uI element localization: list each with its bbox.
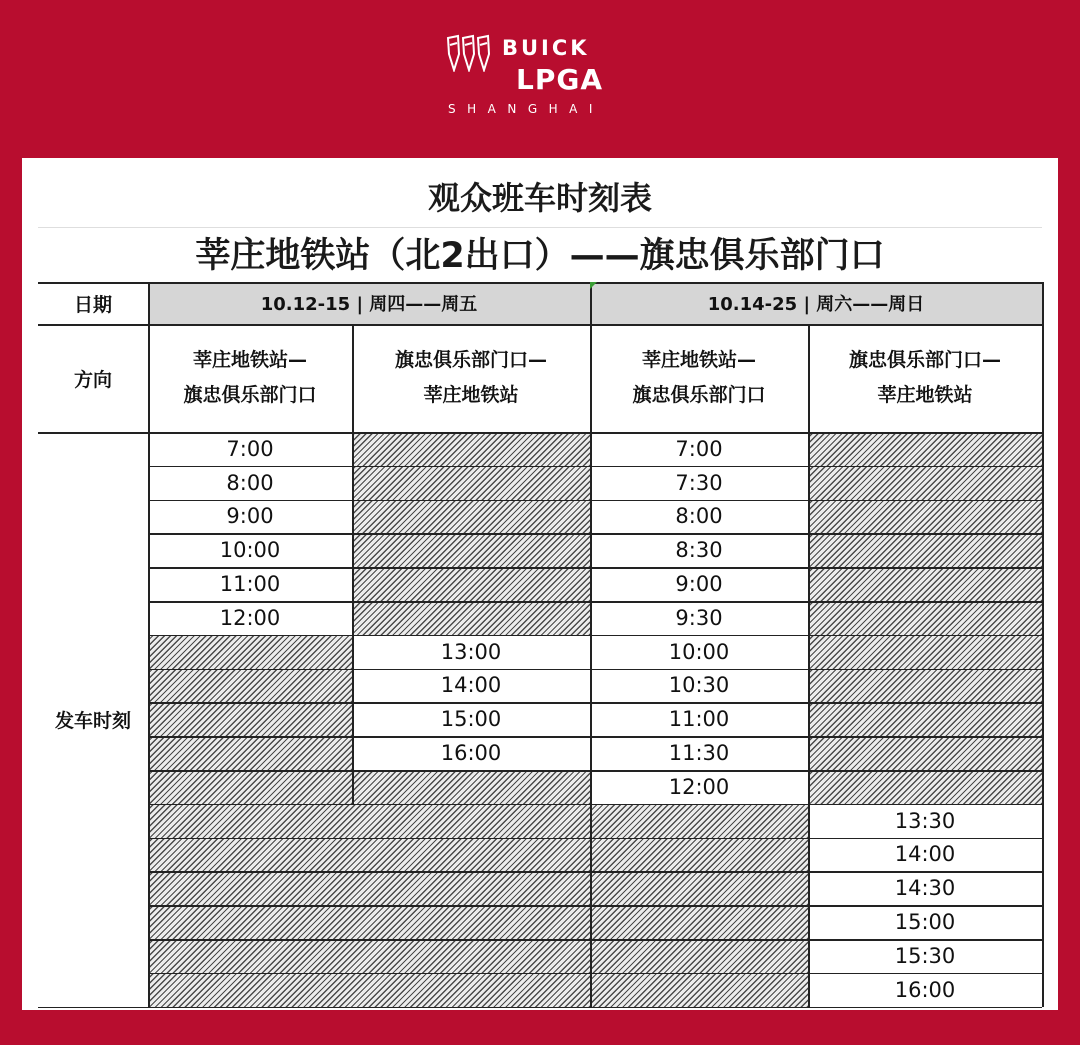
- no-service-cell: [809, 433, 1042, 466]
- departure-time: 13:30: [894, 808, 956, 833]
- departure-time: 12:00: [219, 605, 281, 630]
- departure-time: 11:00: [219, 572, 281, 597]
- grid-line: [38, 282, 1042, 284]
- grid-line: [352, 324, 354, 804]
- no-service-cell: [149, 906, 590, 939]
- no-service-cell: [353, 602, 590, 635]
- no-service-cell: [149, 636, 352, 669]
- departure-time: 12:00: [668, 774, 730, 799]
- direction-to: 莘庄地铁站: [877, 384, 973, 406]
- brand-buick: BUICK: [502, 36, 590, 60]
- grid-line: [148, 736, 1042, 738]
- no-service-cell: [591, 872, 808, 905]
- no-service-cell: [591, 974, 808, 1007]
- no-service-cell: [809, 534, 1042, 567]
- departure-time: 8:00: [226, 470, 274, 495]
- grid-line: [148, 533, 1042, 535]
- no-service-cell: [353, 568, 590, 601]
- no-service-cell: [353, 433, 590, 466]
- no-service-cell: [149, 805, 590, 838]
- departure-time: 9:30: [675, 605, 723, 630]
- grid-line: [148, 500, 1042, 502]
- header-logo: [0, 0, 1080, 150]
- no-service-cell: [353, 534, 590, 567]
- page-title: 观众班车时刻表: [427, 179, 652, 217]
- grid-line: [148, 871, 1042, 873]
- departure-time: 14:30: [894, 876, 956, 901]
- no-service-cell: [149, 974, 590, 1007]
- direction-header: [352, 324, 590, 432]
- no-service-cell: [809, 636, 1042, 669]
- departure-time: 7:00: [675, 436, 723, 461]
- departure-time: 9:00: [675, 572, 723, 597]
- grid-line: [148, 905, 1042, 907]
- grid-line: [148, 804, 1042, 806]
- departure-time: 15:00: [440, 707, 502, 732]
- departure-time: 16:00: [440, 741, 502, 766]
- no-service-cell: [149, 703, 352, 736]
- date-range-label: 10.12-15 | 周四——周五: [260, 294, 478, 315]
- departure-time: 10:00: [219, 538, 281, 563]
- grid-line: [148, 466, 1042, 468]
- schedule-panel: [22, 158, 1058, 1010]
- direction-to: 旗忠俱乐部门口: [632, 384, 766, 406]
- route-title: 莘庄地铁站（北2出口）——旗忠俱乐部门口: [195, 236, 885, 276]
- no-service-cell: [149, 839, 590, 872]
- no-service-cell: [809, 737, 1042, 770]
- no-service-cell: [353, 771, 590, 804]
- grid-line: [148, 973, 1042, 975]
- no-service-cell: [809, 501, 1042, 534]
- no-service-cell: [149, 771, 352, 804]
- departure-time: 7:30: [675, 470, 723, 495]
- corner-marker: [590, 282, 597, 289]
- date-range-label: 10.14-25 | 周六——周日: [707, 294, 925, 315]
- grid-line: [1042, 282, 1044, 1007]
- no-service-cell: [809, 670, 1042, 703]
- departure-time: 15:00: [894, 910, 956, 935]
- no-service-cell: [149, 670, 352, 703]
- no-service-cell: [353, 467, 590, 500]
- grid-line: [148, 635, 1042, 637]
- grid-line: [148, 282, 150, 1007]
- no-service-cell: [809, 771, 1042, 804]
- title-divider: [38, 227, 1042, 228]
- direction-to: 莘庄地铁站: [423, 384, 519, 406]
- departure-time: 16:00: [894, 977, 956, 1002]
- no-service-cell: [149, 737, 352, 770]
- grid-line: [38, 432, 1042, 434]
- grid-line: [148, 770, 1042, 772]
- label-date: 日期: [73, 293, 112, 316]
- departure-time: 8:30: [675, 538, 723, 563]
- departure-time: 7:00: [226, 436, 274, 461]
- no-service-cell: [809, 602, 1042, 635]
- departure-time: 15:30: [894, 943, 956, 968]
- grid-line: [148, 702, 1042, 704]
- direction-header: [590, 324, 808, 432]
- grid-line: [148, 939, 1042, 941]
- departure-time: 8:00: [675, 504, 723, 529]
- grid-line: [590, 282, 592, 1007]
- direction-to: 旗忠俱乐部门口: [183, 384, 317, 406]
- departure-time: 11:00: [668, 707, 730, 732]
- departure-time: 14:00: [440, 673, 502, 698]
- no-service-cell: [591, 805, 808, 838]
- no-service-cell: [591, 940, 808, 973]
- no-service-cell: [591, 839, 808, 872]
- departure-time: 11:30: [668, 741, 730, 766]
- departure-time: 14:00: [894, 842, 956, 867]
- no-service-cell: [591, 906, 808, 939]
- direction-header: [148, 324, 352, 432]
- direction-from: 旗忠俱乐部门口—: [394, 349, 547, 371]
- direction-header: [808, 324, 1042, 432]
- no-service-cell: [809, 703, 1042, 736]
- departure-time: 10:30: [668, 673, 730, 698]
- departure-time: 10:00: [668, 639, 730, 664]
- no-service-cell: [149, 940, 590, 973]
- brand-city: SHANGHAI: [448, 102, 604, 116]
- grid-line: [148, 669, 1042, 671]
- departure-time: 9:00: [226, 504, 274, 529]
- departure-time: 13:00: [440, 639, 502, 664]
- no-service-cell: [353, 501, 590, 534]
- direction-from: 莘庄地铁站—: [641, 349, 756, 371]
- no-service-cell: [809, 467, 1042, 500]
- no-service-cell: [809, 568, 1042, 601]
- grid-line: [148, 567, 1042, 569]
- grid-line: [148, 838, 1042, 840]
- direction-from: 莘庄地铁站—: [192, 349, 307, 371]
- brand-lpga: LPGA: [516, 63, 604, 96]
- grid-line: [148, 601, 1042, 603]
- no-service-cell: [149, 872, 590, 905]
- buick-tri-shield-icon: [446, 32, 492, 72]
- label-direction: 方向: [73, 368, 112, 391]
- label-departures: 发车时刻: [54, 709, 131, 732]
- grid-line: [38, 1007, 1042, 1009]
- direction-from: 旗忠俱乐部门口—: [848, 349, 1001, 371]
- grid-line: [38, 324, 1042, 326]
